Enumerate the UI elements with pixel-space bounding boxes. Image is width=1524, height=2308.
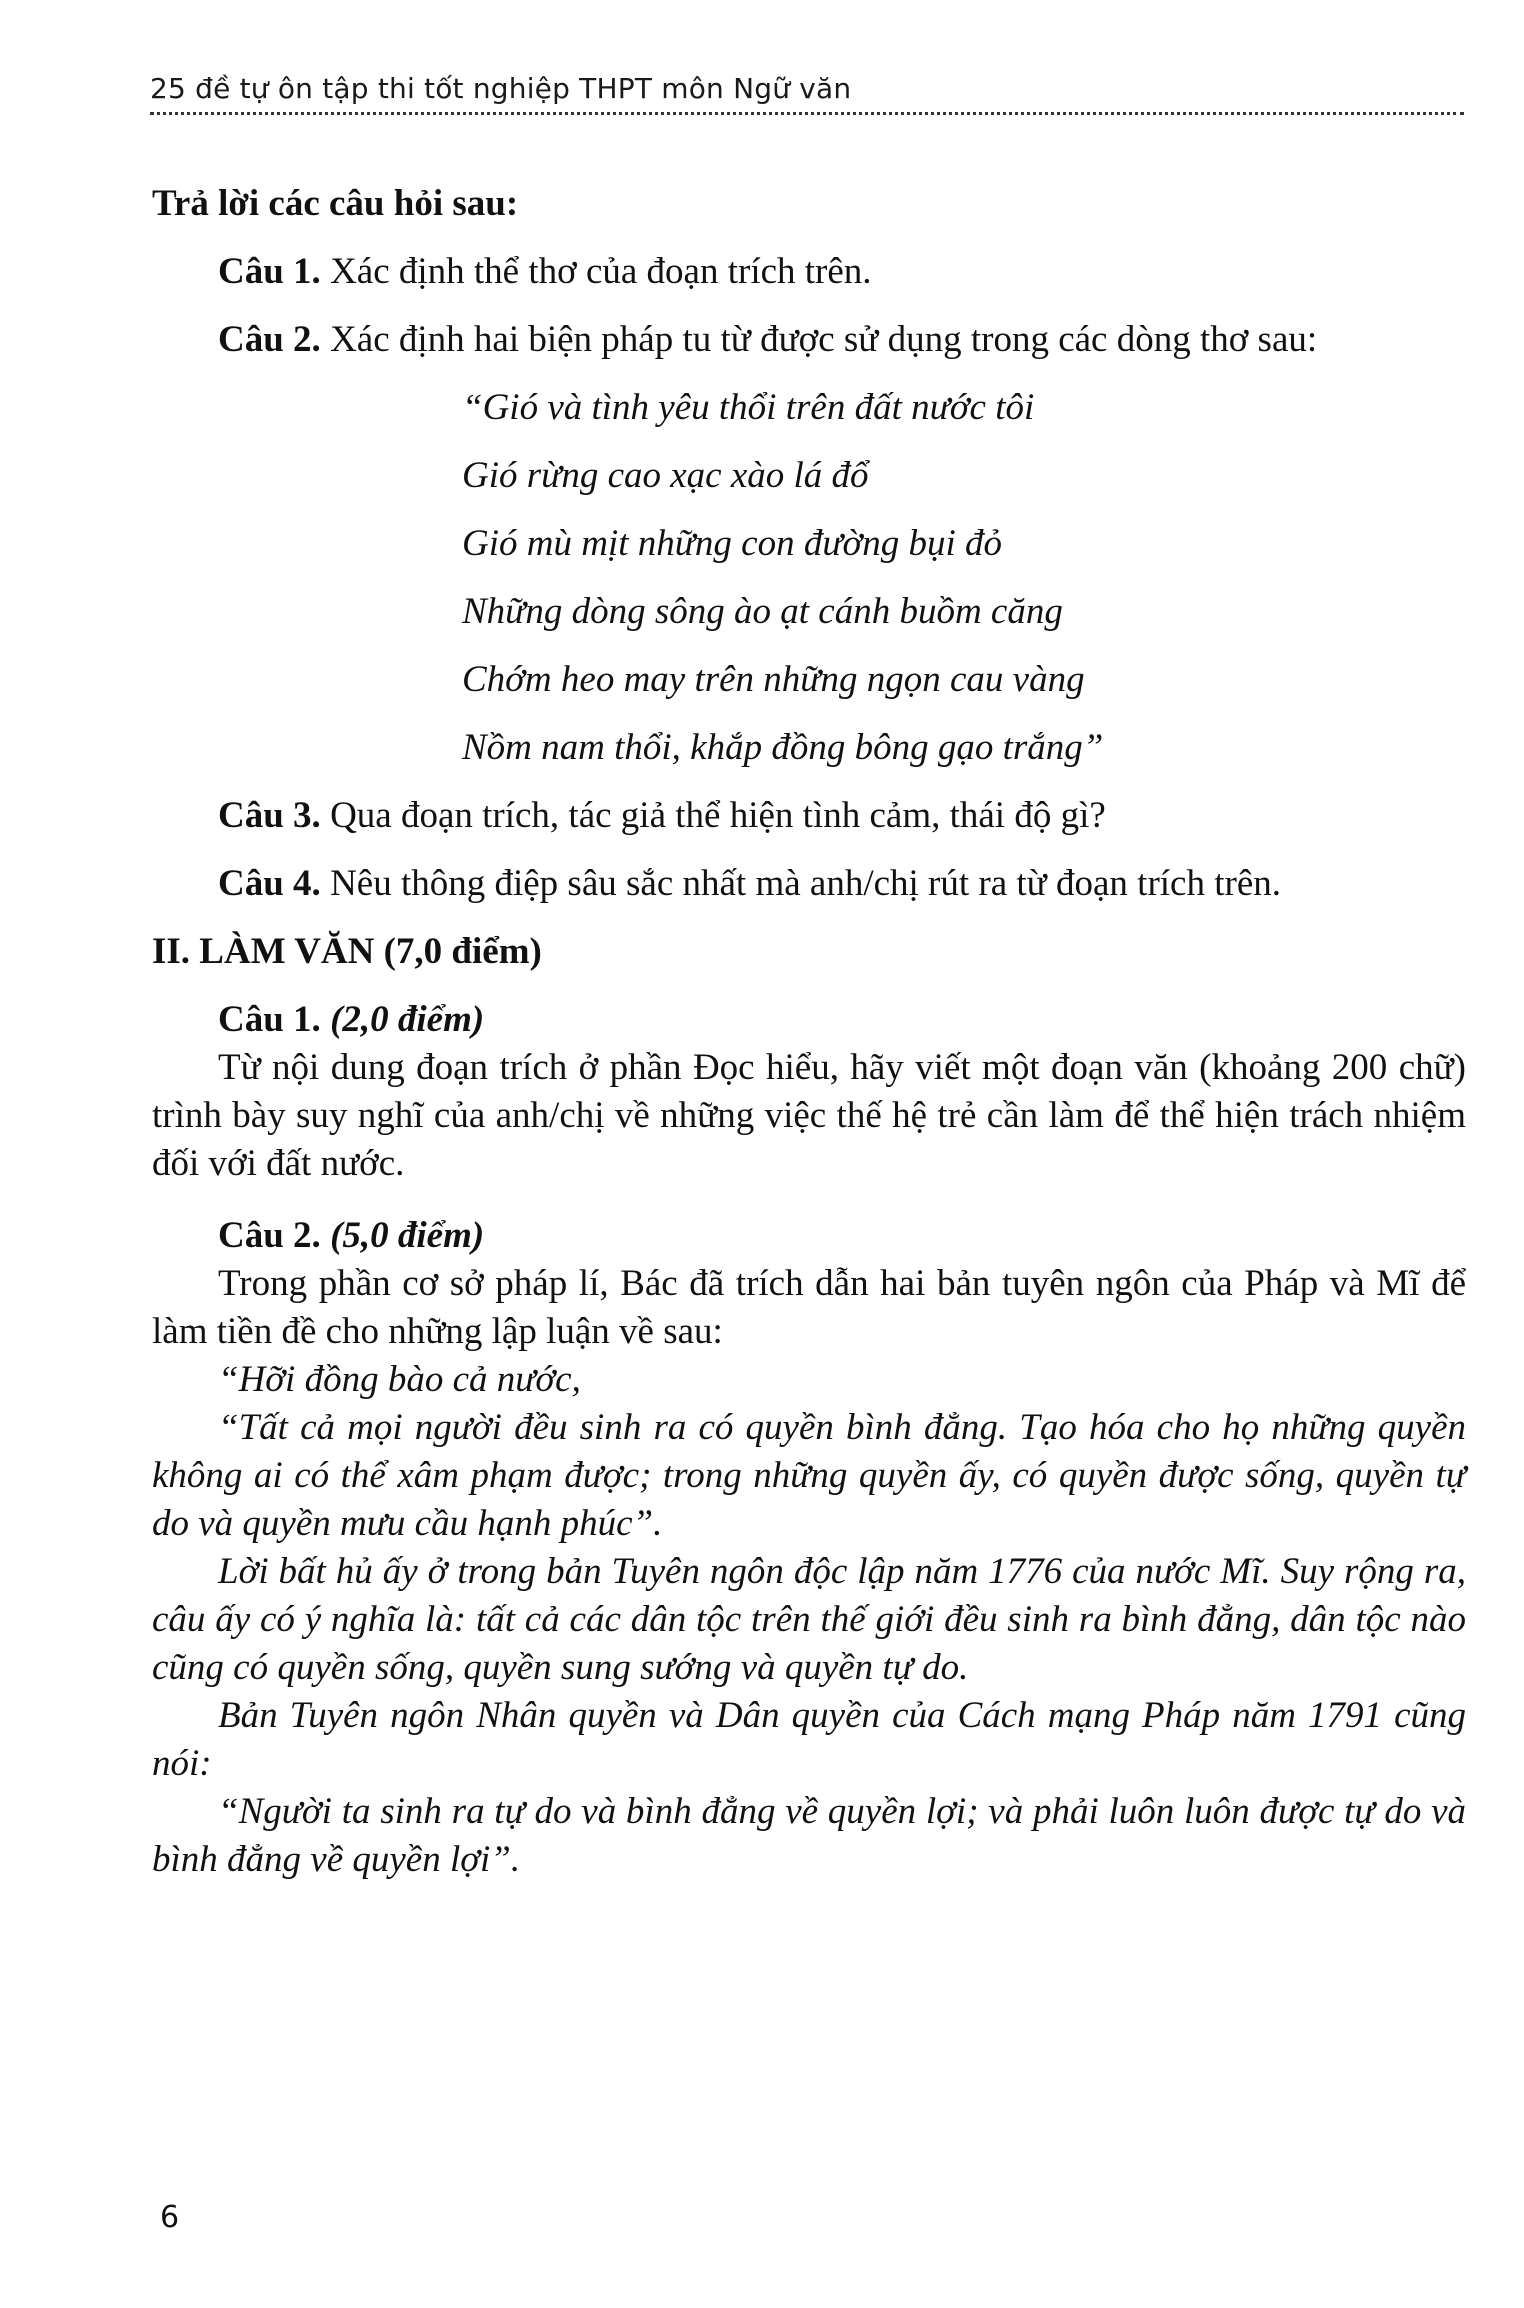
essay-question-1-text: Từ nội dung đoạn trích ở phần Đọc hiểu, hãy viết một đoạn văn (khoảng 200 chữ) trình bày suy nghĩ của anh/chị về những việc thế hệ trẻ cần làm để thể hiện trách nhiệm đối với đất nước. [152,1047,1466,1184]
question-1 [152,248,1466,296]
question-3-text: Qua đoạn trích, tác giả thể hiện tình cảm, thái độ gì? [320,795,1106,836]
poem-line: Gió mù mịt những con đường bụi đỏ [462,523,1003,564]
header-dotted-rule [150,112,1464,115]
quote-paragraph-4: “Người ta sinh ra tự do và bình đẳng về quyền lợi; và phải luôn luôn được tự do và bình đẳng về quyền lợi”. [152,1791,1466,1880]
section-heading: II. LÀM VĂN (7,0 điểm) [152,931,542,972]
quote-paragraph-2: Lời bất hủ ấy ở trong bản Tuyên ngôn độc lập năm 1776 của nước Mĩ. Suy rộng ra, câu ấy có ý nghĩa là: tất cả các dân tộc trên thế giới đều sinh ra bình đẳng, dân tộc nào cũng có quyền sống, quyền sung sướng và quyền tự do. [152,1551,1466,1688]
question-4-text: Nêu thông điệp sâu sắc nhất mà anh/chị rút ra từ đoạn trích trên. [320,863,1281,904]
question-4 [152,860,1466,908]
essay-question-2-text: Trong phần cơ sở pháp lí, Bác đã trích dẫn hai bản tuyên ngôn của Pháp và Mĩ để làm tiền đề cho những lập luận về sau: [152,1263,1466,1352]
page-number: 6 [160,2200,180,2235]
quote-paragraph-1: “Tất cả mọi người đều sinh ra có quyền bình đẳng. Tạo hóa cho họ những quyền không ai có thể xâm phạm được; trong những quyền ấy, có quyền được sống, quyền tự do và quyền mưu cầu hạnh phúc”. [152,1407,1466,1544]
poem-line: Những dòng sông ào ạt cánh buồm căng [462,591,1063,632]
poem-line: “Gió và tình yêu thổi trên đất nước tôi [462,387,1035,428]
quote-greeting: “Hỡi đồng bào cả nước, [218,1359,581,1400]
question-1-label: Câu 1. [218,251,321,292]
poem-line: Nồm nam thổi, khắp đồng bông gạo trắng” [462,727,1104,768]
poem-line: Chớm heo may trên những ngọn cau vàng [462,659,1085,700]
essay-question-2-label: Câu 2. [218,1215,321,1256]
question-3 [152,792,1466,840]
question-2-text: Xác định hai biện pháp tu từ được sử dụng trong các dòng thơ sau: [320,319,1318,360]
question-1-text: Xác định thể thơ của đoạn trích trên. [320,251,872,292]
essay-question-1 [152,996,1466,1044]
question-4-label: Câu 4. [218,863,321,904]
quote-paragraph-3: Bản Tuyên ngôn Nhân quyền và Dân quyền của Cách mạng Pháp năm 1791 cũng nói: [152,1695,1466,1784]
essay-question-2 [152,1212,1466,1260]
question-2 [152,316,1466,364]
essay-question-1-points: (2,0 điểm) [330,999,485,1040]
question-3-label: Câu 3. [218,795,321,836]
essay-question-1-label: Câu 1. [218,999,321,1040]
question-2-label: Câu 2. [218,319,321,360]
page-body [152,180,1466,1884]
poem-line: Gió rừng cao xạc xào lá đổ [462,455,869,496]
running-head: 25 đề tự ôn tập thi tốt nghiệp THPT môn Ngữ văn [150,72,852,105]
essay-question-2-points: (5,0 điểm) [330,1215,485,1256]
questions-heading: Trả lời các câu hỏi sau: [152,183,519,224]
poem-excerpt [152,384,1466,772]
